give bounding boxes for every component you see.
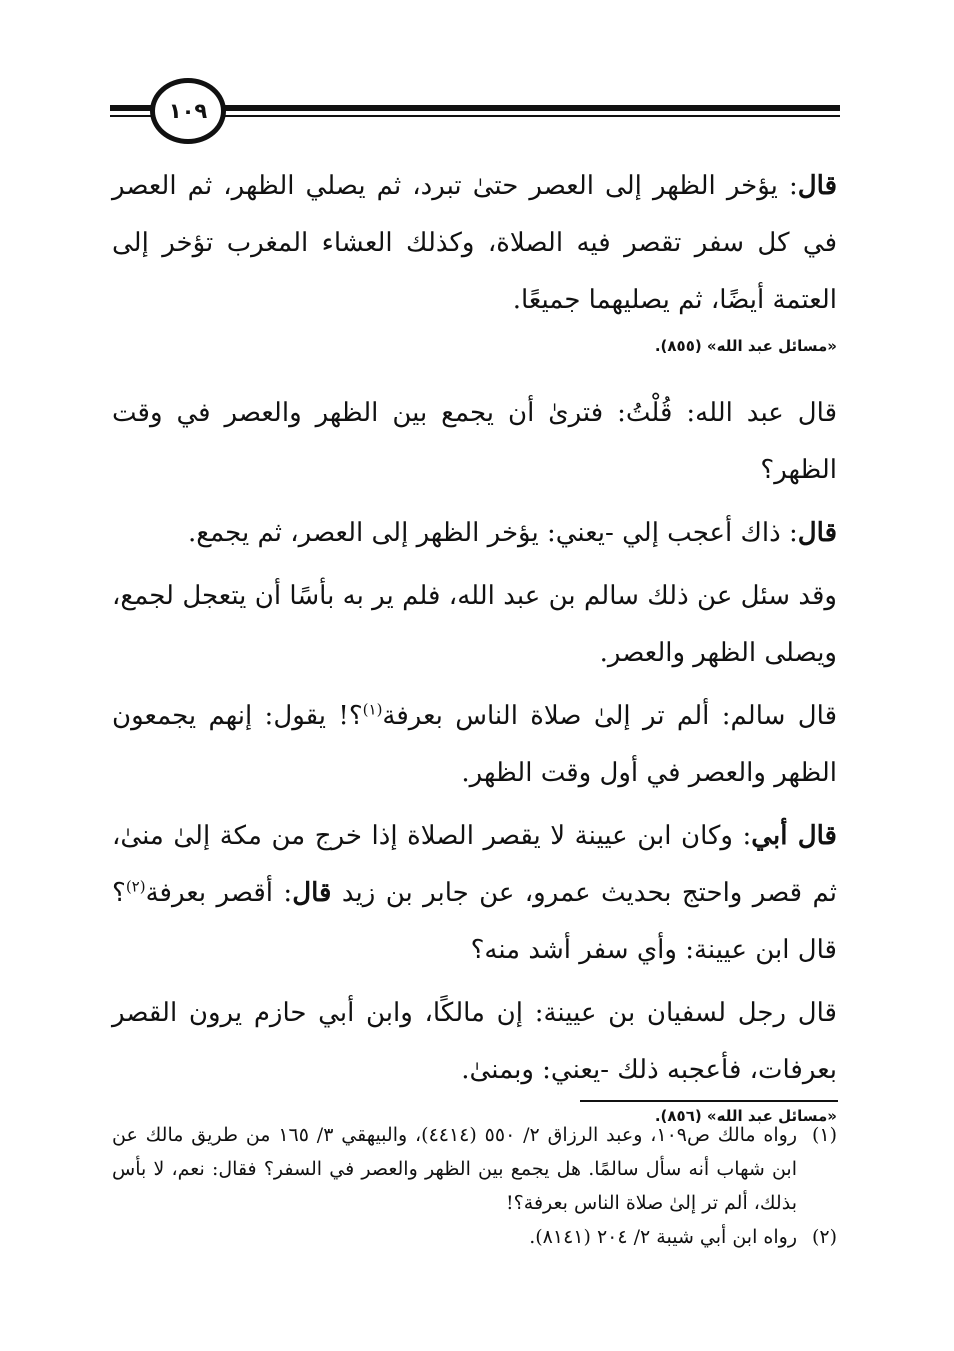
footnote-1 (112, 1118, 837, 1220)
main-text (112, 158, 837, 1155)
paragraph-text: : يؤخر الظهر إلى العصر حتىٰ تبرد، ثم يصلي الظهر، ثم العصر في كل سفر تقصر فيه الصلاة، وكذلك العشاء المغرب تؤخر إلى العتمة أيضًا، ثم يصليهما جميعًا. (112, 171, 837, 315)
footnote-number: (٢) (811, 1226, 837, 1248)
paragraph-4 (112, 568, 837, 682)
page-header (110, 78, 840, 138)
paragraph-text: ؟! يقول: إنهم يجمعون الظهر والعصر في أول وقت الظهر. (112, 701, 837, 788)
speaker-label: قال (292, 878, 332, 908)
speaker-label: قال (797, 518, 837, 548)
paragraph-text: : ذاك أعجب إلي -يعني: يؤخر الظهر إلى العصر، ثم يجمع. (188, 518, 798, 548)
paragraph-5 (112, 688, 837, 802)
footnote-2 (112, 1220, 837, 1254)
page-number-badge (150, 78, 226, 144)
paragraph-text: قال سالم: ألم تر إلىٰ صلاة الناس بعرفة (382, 701, 837, 731)
speaker-label: قال أبي (751, 821, 837, 851)
speaker-label: قال (797, 171, 837, 201)
paragraph-text: : أقصر بعرفة (145, 878, 293, 908)
paragraph-2 (112, 385, 837, 499)
source-citation-2: «مسائل عبد الله» (٨٥٦). (654, 1107, 837, 1125)
footnote-ref-1[interactable]: (١) (362, 700, 383, 719)
footnote-number: (١) (811, 1124, 837, 1146)
paragraph-text: قال رجل لسفيان بن عيينة: إن مالكًا، وابن أبي حازم يرون القصر بعرفات، فأعجبه ذلك -يعني: وبمنىٰ. (112, 998, 837, 1085)
paragraph-text: : وكان ابن عيينة لا يقصر الصلاة إذا خرج من مكة إلىٰ منىٰ، ثم قصر واحتج بحديث عمرو، عن جابر بن زيد (112, 821, 837, 908)
paragraph-text: قال عبد الله: قُلْتُ: فترىٰ أن يجمع بين الظهر والعصر في وقت الظهر؟ (112, 398, 837, 485)
footnote-ref-2[interactable]: (٢) (125, 877, 146, 896)
paragraph-7 (112, 985, 837, 1099)
source-citation-1: «مسائل عبد الله» (٨٥٥). (654, 337, 837, 355)
footnotes (112, 1118, 837, 1254)
paragraph-6 (112, 808, 837, 979)
footnote-text: رواه مالك ص١٠٩، وعبد الرزاق ٢/ ٥٥٠ (٤٤١٤)، والبيهقي ٣/ ١٦٥ من طريق مالك عن ابن شهاب أنه سأل سالمًا. هل يجمع بين الظهر والعصر في السفر؟ فقال: نعم، لا بأس بذلك، ألم تر إلىٰ صلاة الناس بعرفة؟! (112, 1124, 798, 1214)
footnote-separator (580, 1100, 838, 1102)
footnote-text: رواه ابن أبي شيبة ٢/ ٢٠٤ (٨١٤١). (529, 1226, 797, 1248)
page-number: ١٠٩ (168, 99, 208, 123)
paragraph-3 (112, 505, 837, 562)
paragraph-text: وقد سئل عن ذلك سالم بن عبد الله، فلم ير به بأسًا أن يتعجل لجمع، ويصلى الظهر والعصر. (112, 581, 837, 668)
paragraph-text: ؟ قال ابن عيينة: وأي سفر أشد منه؟ (112, 878, 837, 965)
paragraph-1 (112, 158, 837, 329)
